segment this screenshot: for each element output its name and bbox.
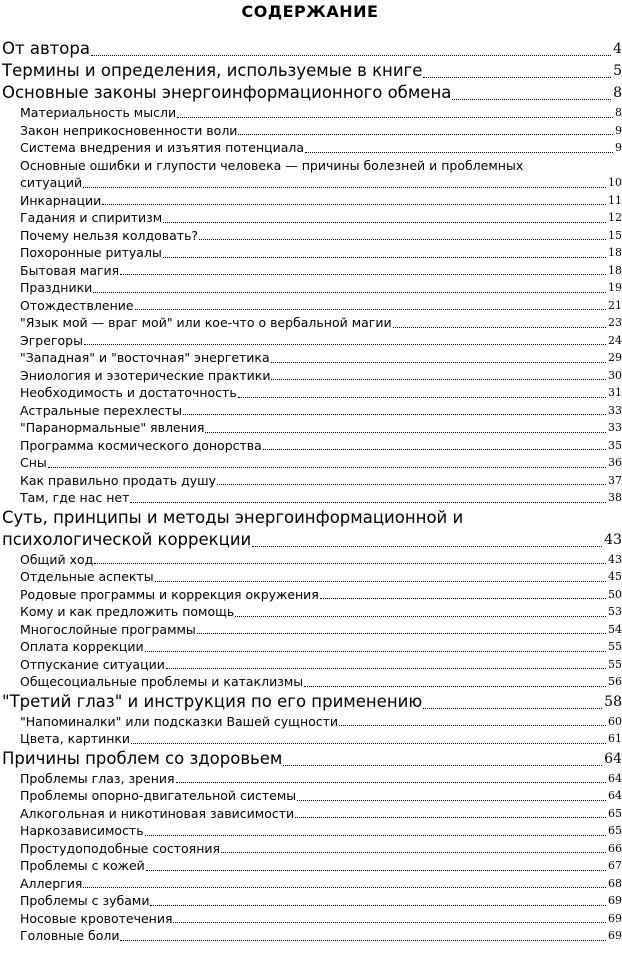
page-number: 19 bbox=[608, 281, 622, 294]
dot-leader bbox=[199, 239, 606, 240]
page-number: 50 bbox=[608, 587, 622, 601]
toc-entry-title: Материальность мысли bbox=[20, 105, 177, 120]
toc-section[interactable] bbox=[20, 419, 622, 437]
dot-leader bbox=[295, 817, 606, 818]
toc-chapter[interactable] bbox=[2, 38, 622, 60]
dot-leader bbox=[102, 204, 606, 205]
dot-leader bbox=[452, 99, 611, 100]
page-number: 30 bbox=[608, 368, 622, 382]
toc-section[interactable] bbox=[20, 454, 622, 472]
page-number: 8 bbox=[613, 85, 622, 101]
toc-section[interactable] bbox=[20, 437, 622, 455]
page-number: 36 bbox=[608, 456, 622, 469]
page-number: 35 bbox=[608, 438, 622, 452]
toc-entry-title: Общесоциальные проблемы и катаклизмы bbox=[20, 674, 304, 689]
toc-section[interactable] bbox=[20, 770, 622, 788]
page-title: СОДЕРЖАНИЕ bbox=[241, 2, 379, 21]
dot-leader bbox=[205, 432, 606, 433]
page-number: 60 bbox=[608, 714, 622, 728]
dot-leader bbox=[173, 922, 606, 923]
dot-leader bbox=[263, 449, 606, 450]
toc-entry-title: Как правильно продать душу bbox=[20, 472, 217, 488]
toc-section[interactable] bbox=[20, 638, 622, 656]
page-number: 11 bbox=[608, 193, 622, 207]
dot-leader bbox=[304, 686, 606, 687]
toc-section[interactable] bbox=[20, 840, 622, 858]
toc-section[interactable] bbox=[20, 192, 622, 210]
dot-leader bbox=[252, 546, 602, 547]
dot-leader bbox=[155, 581, 606, 582]
page-number: 4 bbox=[613, 41, 622, 57]
dot-leader bbox=[176, 782, 606, 783]
toc-entry-title: Отпускание ситуации bbox=[20, 656, 165, 672]
toc-section[interactable] bbox=[20, 673, 622, 691]
dot-leader bbox=[135, 309, 606, 310]
dot-leader bbox=[177, 117, 613, 118]
page-number: 68 bbox=[608, 876, 622, 890]
toc-entry-title: Простудоподобные состояния bbox=[20, 840, 221, 856]
toc-entry-title: Цвета, картинки bbox=[20, 731, 131, 746]
toc-entry-title: "Третий глаз" и инструкция по его применению bbox=[2, 691, 423, 711]
toc-chapter[interactable] bbox=[2, 691, 622, 713]
dot-leader bbox=[393, 327, 606, 328]
toc-section[interactable] bbox=[20, 472, 622, 490]
page-number: 23 bbox=[608, 316, 622, 329]
toc-entry-title: "Язык мой — враг мой" или кое-что о вербальной магии bbox=[20, 315, 392, 330]
toc-entry-title: ситуаций bbox=[20, 175, 83, 190]
toc-section[interactable] bbox=[20, 227, 622, 245]
toc-entry-title: Оплата коррекции bbox=[20, 639, 144, 654]
toc-entry-title: Проблемы глаз, зрения bbox=[20, 770, 175, 786]
toc-section[interactable] bbox=[20, 713, 622, 731]
toc-section[interactable] bbox=[20, 927, 622, 945]
toc-section[interactable] bbox=[20, 139, 622, 157]
toc-entry-title: "Напоминалки" или подсказки Вашей сущности bbox=[20, 713, 339, 729]
toc-entry-title: Термины и определения, используемые в книге bbox=[2, 61, 423, 80]
dot-leader bbox=[166, 668, 606, 669]
toc-section[interactable] bbox=[20, 314, 622, 332]
dot-leader bbox=[120, 274, 606, 275]
page-number: 18 bbox=[608, 246, 622, 259]
page-number: 24 bbox=[608, 333, 622, 347]
dot-leader bbox=[305, 152, 613, 153]
page-number: 5 bbox=[613, 63, 622, 79]
toc-entry-title: Система внедрения и изъятия потенциала bbox=[20, 140, 305, 155]
page-number: 8 bbox=[615, 106, 622, 119]
page-number: 37 bbox=[608, 473, 622, 487]
toc-entry-first-line: Суть, принципы и методы энергоинформационной и bbox=[2, 507, 464, 527]
dot-leader bbox=[91, 55, 611, 56]
toc-entry-title: Бытовая магия bbox=[20, 262, 120, 278]
toc-entry-title: психологической коррекции bbox=[2, 529, 252, 549]
toc-section[interactable] bbox=[20, 822, 622, 840]
page-number: 64 bbox=[604, 750, 622, 767]
toc-section[interactable] bbox=[20, 367, 622, 385]
page-number: 18 bbox=[608, 263, 622, 277]
toc-entry-title: Аллергия bbox=[20, 875, 83, 891]
page-number: 9 bbox=[615, 123, 622, 137]
toc-entry-title: Астральные перехлесты bbox=[20, 402, 182, 418]
toc-entry-title: Там, где нас нет bbox=[20, 490, 130, 505]
page-number: 55 bbox=[608, 657, 622, 671]
toc-entry-title: Инкарнации bbox=[20, 192, 102, 208]
toc-entry-title: "Паранормальные" явления bbox=[20, 420, 205, 435]
dot-leader bbox=[320, 598, 606, 599]
page-number: 69 bbox=[608, 911, 622, 925]
toc-section[interactable] bbox=[20, 244, 622, 262]
toc-section[interactable] bbox=[20, 551, 622, 569]
toc-entry-title: Проблемы с кожей bbox=[20, 858, 145, 873]
page-number: 69 bbox=[608, 929, 622, 942]
page-number: 64 bbox=[608, 789, 622, 802]
toc-section[interactable] bbox=[20, 489, 622, 507]
toc-section[interactable] bbox=[20, 875, 622, 893]
toc-entry-title: Кому и как предложить помощь bbox=[20, 604, 235, 619]
toc-section[interactable] bbox=[20, 603, 622, 621]
toc-section[interactable] bbox=[20, 892, 622, 910]
dot-leader bbox=[271, 362, 606, 363]
dot-leader bbox=[217, 484, 606, 485]
toc-section[interactable] bbox=[20, 402, 622, 420]
toc-section[interactable] bbox=[20, 262, 622, 280]
dot-leader bbox=[163, 257, 606, 258]
toc-entry-title: Проблемы опорно-двигательной системы bbox=[20, 788, 297, 803]
dot-leader bbox=[145, 651, 606, 652]
toc-entry-title: Причины проблем со здоровьем bbox=[2, 748, 283, 768]
dot-leader bbox=[150, 905, 606, 906]
toc-entry-title: Сны bbox=[20, 455, 47, 470]
page-number: 65 bbox=[608, 824, 622, 837]
toc-entry-title: Отдельные аспекты bbox=[20, 569, 154, 584]
dot-leader bbox=[183, 414, 606, 415]
page-number: 33 bbox=[608, 403, 622, 417]
dot-leader bbox=[238, 134, 613, 135]
toc-entry-title: "Западная" и "восточная" энергетика bbox=[20, 350, 270, 365]
toc-section[interactable] bbox=[20, 209, 622, 227]
dot-leader bbox=[84, 344, 606, 345]
dot-leader bbox=[283, 765, 602, 766]
toc-entry-title: Почему нельзя колдовать? bbox=[20, 227, 199, 243]
page-number: 43 bbox=[608, 552, 622, 566]
toc-section[interactable] bbox=[20, 910, 622, 928]
page-number: 38 bbox=[608, 491, 622, 504]
dot-leader bbox=[145, 835, 606, 836]
toc-entry-title: Алкогольная и никотиновая зависимости bbox=[20, 805, 295, 821]
dot-leader bbox=[423, 77, 611, 78]
page-number: 65 bbox=[608, 806, 622, 820]
toc-section[interactable] bbox=[20, 805, 622, 823]
toc-entry-title: Похоронные ритуалы bbox=[20, 245, 162, 260]
toc-entry-title: Носовые кровотечения bbox=[20, 910, 173, 926]
toc-entry-title: Родовые программы и коррекция окружения bbox=[20, 586, 319, 602]
toc-section[interactable] bbox=[20, 586, 622, 604]
page-number: 69 bbox=[608, 894, 622, 907]
toc-section[interactable] bbox=[20, 787, 622, 805]
toc-entry-title: Наркозависимость bbox=[20, 823, 144, 838]
page-number: 45 bbox=[608, 570, 622, 583]
toc-section[interactable] bbox=[20, 104, 622, 122]
toc-chapter[interactable] bbox=[2, 748, 622, 770]
toc-section[interactable] bbox=[20, 297, 622, 315]
page-number: 33 bbox=[608, 421, 622, 434]
toc-entry-title: Многослойные программы bbox=[20, 621, 196, 637]
toc-chapter[interactable] bbox=[2, 60, 622, 82]
page-number: 55 bbox=[608, 640, 622, 653]
page-number: 66 bbox=[608, 841, 622, 855]
dot-leader bbox=[235, 616, 606, 617]
toc-entry-title: Программа космического донорства bbox=[20, 437, 262, 453]
page-number: 61 bbox=[608, 732, 622, 745]
dot-leader bbox=[83, 187, 606, 188]
toc-entry-title: Общий ход bbox=[20, 551, 94, 567]
dot-leader bbox=[131, 743, 606, 744]
dot-leader bbox=[163, 222, 606, 223]
page-number: 64 bbox=[608, 771, 622, 785]
page-number: 12 bbox=[608, 211, 622, 224]
page-number: 58 bbox=[604, 693, 622, 710]
toc-entry-first-line: Основные ошибки и глупости человека — причины болезней и проблемных bbox=[20, 157, 524, 173]
toc-entry-title: Эгрегоры bbox=[20, 332, 83, 348]
dot-leader bbox=[221, 852, 606, 853]
page-number: 21 bbox=[608, 298, 622, 312]
page-number: 54 bbox=[608, 622, 622, 636]
page-number: 31 bbox=[608, 386, 622, 399]
page-number: 10 bbox=[608, 176, 622, 189]
toc-entry-title: Головные боли bbox=[20, 928, 120, 943]
toc-section[interactable] bbox=[20, 857, 622, 875]
toc-section[interactable] bbox=[20, 621, 622, 639]
toc-entry-title: Отождествление bbox=[20, 297, 134, 313]
toc-entry-title: Основные законы энергоинформационного обмена bbox=[2, 83, 452, 102]
toc-entry-title: Проблемы с зубами bbox=[20, 893, 150, 908]
toc-entry-title: Необходимость и достаточность bbox=[20, 385, 237, 400]
toc-section[interactable] bbox=[20, 568, 622, 586]
toc-entry-title: Гадания и спиритизм bbox=[20, 210, 163, 225]
dot-leader bbox=[146, 870, 606, 871]
dot-leader bbox=[120, 940, 606, 941]
page-number: 29 bbox=[608, 351, 622, 364]
page-number: 43 bbox=[604, 531, 622, 548]
dot-leader bbox=[297, 800, 606, 801]
toc-entry-title: Праздники bbox=[20, 280, 93, 295]
dot-leader bbox=[48, 467, 606, 468]
dot-leader bbox=[94, 563, 606, 564]
dot-leader bbox=[197, 633, 606, 634]
toc-section[interactable] bbox=[20, 332, 622, 350]
toc-section[interactable] bbox=[20, 279, 622, 297]
toc-section[interactable] bbox=[20, 174, 622, 192]
toc-section[interactable] bbox=[20, 730, 622, 748]
dot-leader bbox=[130, 502, 606, 503]
dot-leader bbox=[238, 397, 606, 398]
toc-section[interactable] bbox=[20, 384, 622, 402]
toc-section[interactable] bbox=[20, 349, 622, 367]
toc-entry-title: От автора bbox=[2, 39, 90, 58]
dot-leader bbox=[271, 379, 606, 380]
dot-leader bbox=[93, 292, 606, 293]
toc-chapter[interactable] bbox=[2, 529, 622, 551]
dot-leader bbox=[423, 708, 602, 709]
page-number: 56 bbox=[608, 675, 622, 688]
toc-chapter[interactable] bbox=[2, 82, 622, 104]
page-number: 53 bbox=[608, 605, 622, 618]
page-number: 9 bbox=[615, 141, 622, 154]
toc-entry-title: Закон неприкосновенности воли bbox=[20, 122, 238, 138]
page-number: 15 bbox=[608, 228, 622, 242]
toc-section[interactable] bbox=[20, 656, 622, 674]
page-number: 67 bbox=[608, 859, 622, 872]
toc-section[interactable] bbox=[20, 122, 622, 140]
dot-leader bbox=[339, 725, 606, 726]
dot-leader bbox=[83, 887, 606, 888]
toc-entry-title: Эниология и эзотерические практики bbox=[20, 367, 271, 383]
